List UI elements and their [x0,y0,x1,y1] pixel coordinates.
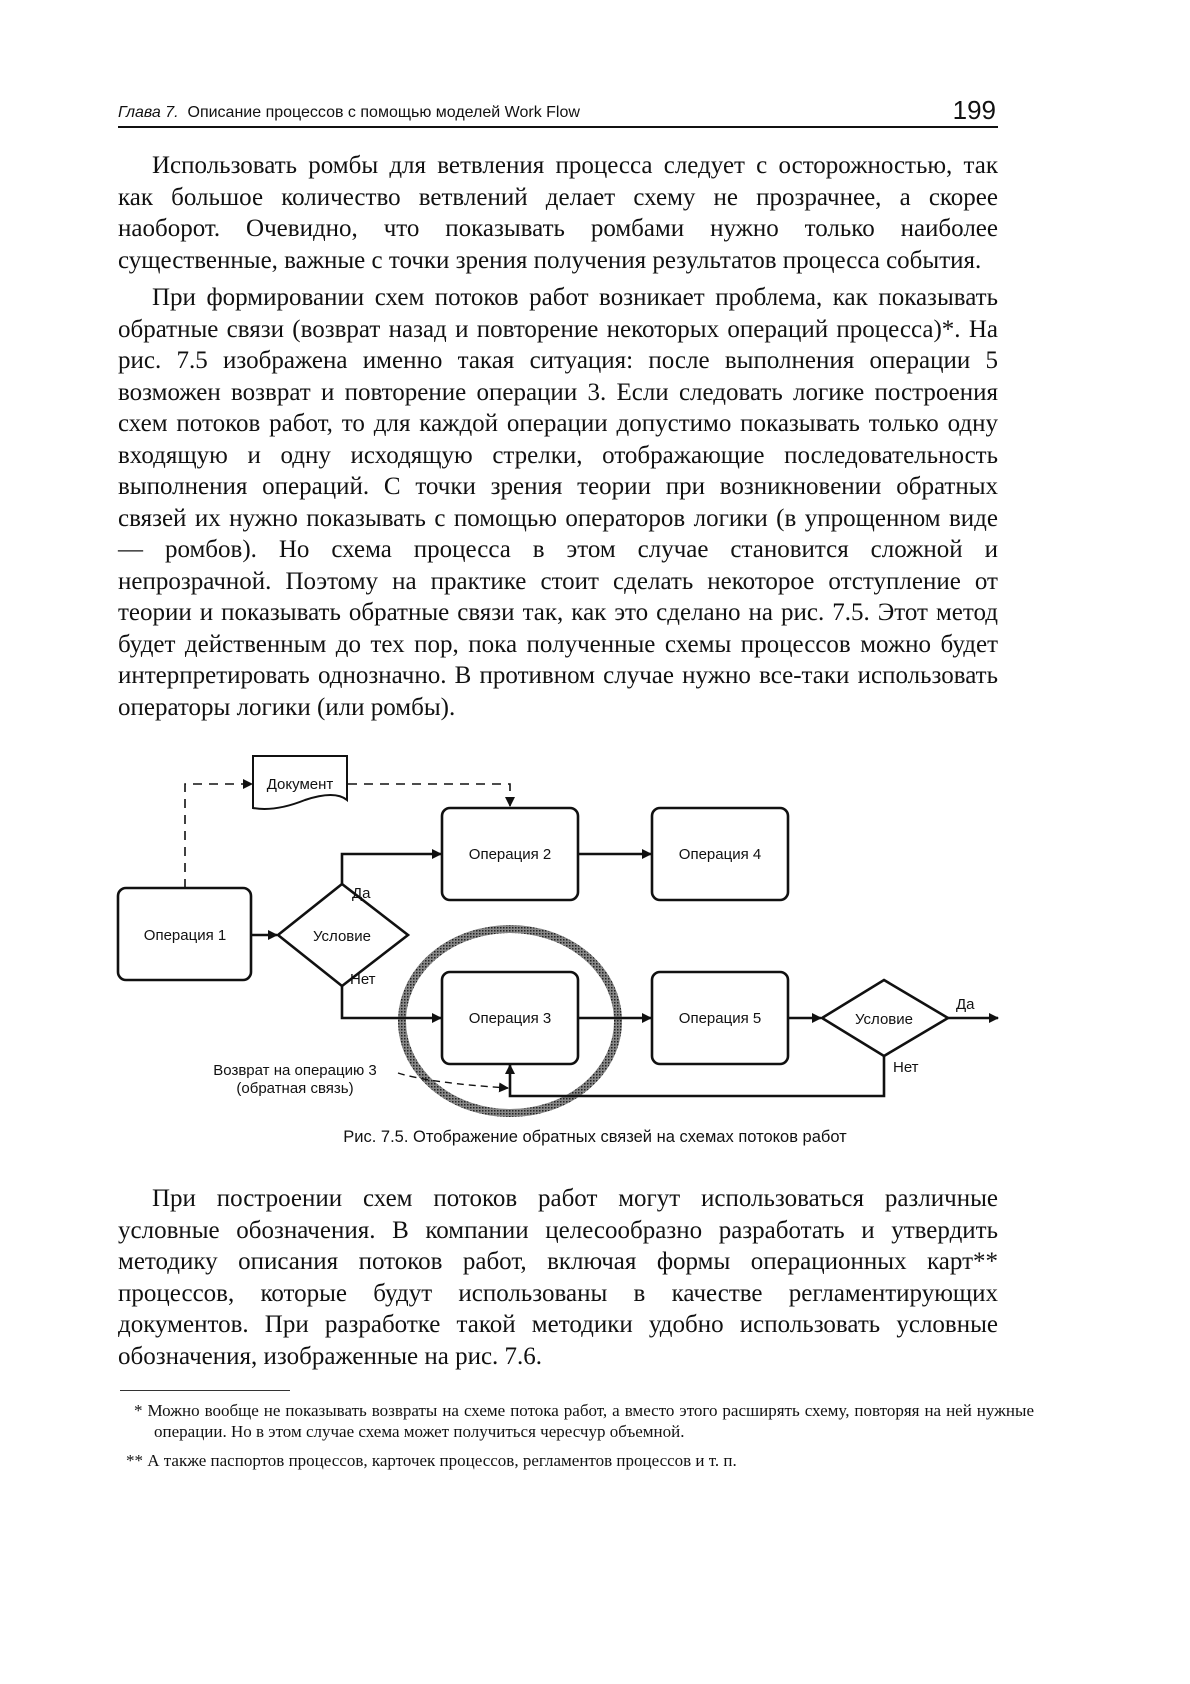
feedback-pointer [398,1073,508,1088]
chapter-number: Глава 7. [118,104,179,121]
dashed-connector-op1-doc [185,784,252,888]
operation-1-label: Операция 1 [143,927,227,944]
paragraph: Использовать ромбы для ветвления процесса следует с осторожностью, так как большое количество ветвлений делает схему не прозрачнее, а скорее наоборот. Очевидно, что показывать ромбами нужно только наиболее существенные, важные с точки зрения получения результатов процесса события. [118,152,998,274]
document-label: Документ [266,776,334,793]
operation-5-label: Операция 5 [678,1010,762,1027]
connector-cond1-no-op3 [342,986,441,1018]
condition-2-label: Условие [855,1011,913,1028]
connector-cond1-yes-op2 [342,854,441,884]
chapter-title [118,104,580,122]
chapter-name: Описание процессов с помощью моделей Work Flow [187,104,580,121]
operation-3-label: Операция 3 [468,1010,552,1027]
running-header [118,95,998,128]
feedback-annotation-line2: (обратная связь) [236,1080,354,1097]
condition-1-label: Условие [313,928,371,945]
condition-2-no-label: Нет [893,1059,919,1076]
condition-2-yes-label: Да [956,996,975,1013]
figure-caption: Рис. 7.5. Отображение обратных связей на схемах потоков работ [343,1128,847,1146]
condition-1-yes-label: Да [352,885,371,902]
page-number: 199 [952,95,996,125]
feedback-annotation-line1: Возврат на операцию 3 [213,1062,377,1079]
footnote: * Можно вообще не показывать возвраты на схеме потока работ, а вместо этого расширять схему, повторяя на ней нужные операции. Но в этом случае схема может получиться чересчур объемной. [134,1401,1034,1441]
paragraph: При формировании схем потоков работ возникает проблема, как показывать обратные связи (возврат назад и повторение некоторых операций процесса)*. На рис. 7.5 изображена именно такая ситуация: после выполнения операции 5 возможен возврат и повторение операции 3. Если следовать логике построения схем потоков работ, то для каждой операции допустимо показывать только одну входящую и одну исходящую стрелки, отображающие последовательность выполнения операций. С точки зрения теории при возникновении обратных связей их нужно показывать с помощью операторов логики (в упрощенном виде — ромбов). Но схема процесса в этом случае становится сложной и непрозрачной. Поэтому на практике стоит сделать некоторое отступление от теории и показывать обратные связи так, как это сделано на рис. 7.5. Этот метод будет действенным до тех пор, пока полученные схемы процессов можно будет интерпретировать однозначно. В противном случае нужно все-таки использовать операторы логики (или ромбы). [118,284,998,721]
footnote: ** А также паспортов процессов, карточек процессов, регламентов процессов и т. п. [126,1451,737,1470]
footnote-divider [120,1390,290,1391]
operation-2-label: Операция 2 [468,846,552,863]
operation-4-label: Операция 4 [678,846,762,863]
condition-1-no-label: Нет [350,971,376,988]
paragraph: При построении схем потоков работ могут использоваться различные условные обозначения. В компании целесообразно разработать и утвердить методику описания потоков работ, включая формы операционных карт** процессов, которые будут использованы в качестве регламентирующих документов. При разработке такой методики удобно использовать условные обозначения, изображенные на рис. 7.6. [118,1185,998,1370]
dashed-connector-doc-op2 [348,784,510,806]
workflow-diagram [110,750,1010,1130]
figure-7-5 [110,750,1010,1170]
